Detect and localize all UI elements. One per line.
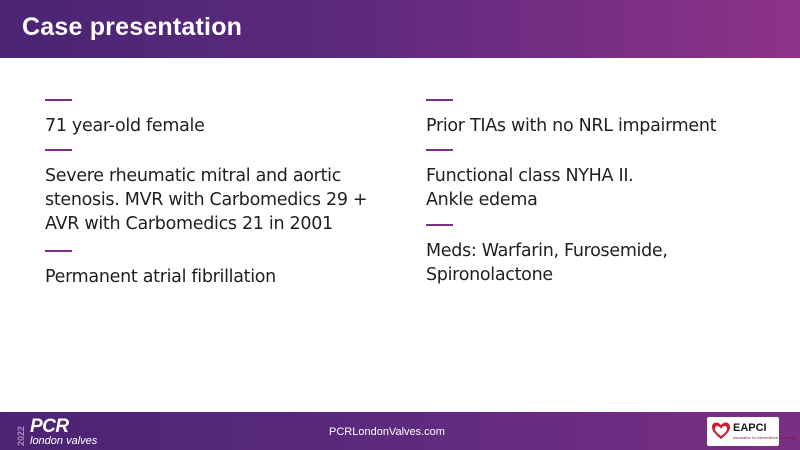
bullet-dash — [426, 99, 453, 101]
pcr-logo-icon — [16, 416, 126, 448]
bullet-dash — [45, 149, 72, 151]
bullet-dash — [45, 99, 72, 101]
partner-name: EAPCI — [733, 422, 767, 434]
bullet-dash — [426, 149, 453, 151]
header-bar — [0, 0, 800, 58]
heart-icon — [711, 421, 731, 441]
bullet-line: Permanent atrial fibrillation — [45, 267, 276, 287]
bullet-item — [45, 149, 367, 236]
bullet-line: AVR with Carbomedics 21 in 2001 — [45, 214, 333, 234]
bullet-item — [426, 149, 633, 212]
logo-year: 2022 — [16, 425, 26, 446]
bullet-item — [426, 224, 668, 287]
bullet-line: Prior TIAs with no NRL impairment — [426, 116, 717, 136]
bullet-line: Severe rheumatic mitral and aortic — [45, 166, 342, 186]
bullet-item — [45, 99, 205, 138]
partner-tagline: Association for Interventional Cardiology — [733, 436, 796, 440]
bullet-line: Ankle edema — [426, 190, 538, 210]
bullet-line: Spironolactone — [426, 265, 553, 285]
bullet-item — [426, 99, 716, 138]
bullet-line: Meds: Warfarin, Furosemide, — [426, 241, 668, 261]
footer-website-link[interactable]: PCRLondonValves.com — [329, 426, 445, 438]
bullet-dash — [45, 250, 72, 252]
slide-title: Case presentation — [22, 13, 243, 41]
bullet-line: Functional class NYHA II. — [426, 166, 634, 186]
eapci-logo — [707, 417, 796, 446]
bullet-line: stenosis. MVR with Carbomedics 29 + — [45, 190, 368, 210]
bullet-dash — [426, 224, 453, 226]
logo-subtitle: london valves — [30, 435, 98, 447]
footer-bar — [0, 412, 800, 450]
bullet-item — [45, 250, 276, 289]
logo-brand: PCR — [30, 416, 69, 437]
bullet-line: 71 year-old female — [45, 116, 205, 136]
